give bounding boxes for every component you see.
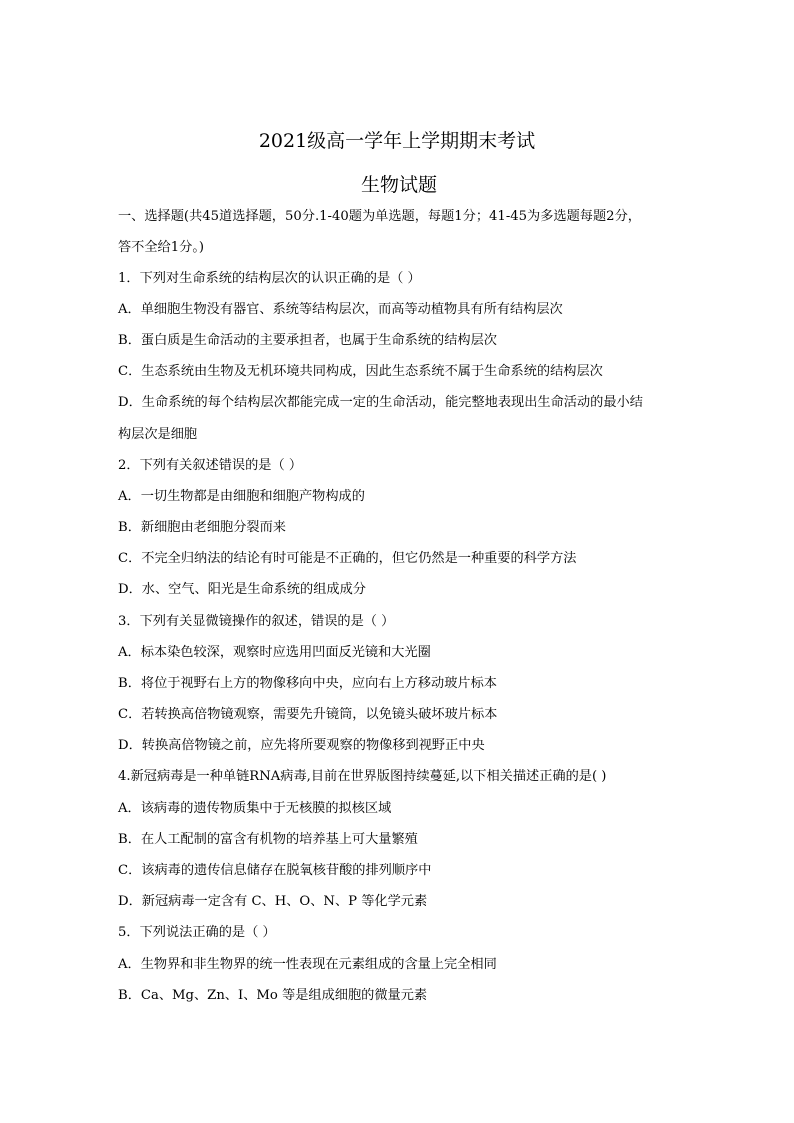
section-heading: 一、选择题(共45道选择题，50分.1-40题为单选题，每题1分；41-45为多选题每题2分， (118, 209, 641, 224)
question-stem: 5．下列说法正确的是（ ） (118, 925, 276, 940)
exam-title: 2021级高一学年上学期期末考试 (258, 130, 536, 152)
option-a: A．标本染色较深，观察时应选用凹面反光镜和大光圈 (118, 645, 431, 660)
option-c: C．生态系统由生物及无机环境共同构成，因此生态系统不属于生命系统的结构层次 (118, 364, 603, 379)
question-stem: 3．下列有关显微镜操作的叙述，错误的是（ ） (118, 614, 395, 629)
option-a: A．生物界和非生物界的统一性表现在元素组成的含量上完全相同 (118, 957, 497, 972)
option-a: A．单细胞生物没有器官、系统等结构层次，而高等动植物具有所有结构层次 (118, 302, 563, 317)
option-d-continued: 构层次是细胞 (118, 427, 198, 442)
option-a: A．一切生物都是由细胞和细胞产物构成的 (118, 489, 365, 504)
option-b: B．将位于视野右上方的物像移向中央，应向右上方移动玻片标本 (118, 676, 497, 691)
section-heading-continued: 答不全给1分。) (118, 240, 205, 255)
option-b: B．Ca、Mg、Zn、I、Mo 等是组成细胞的微量元素 (118, 988, 428, 1003)
question-stem: 2．下列有关叙述错误的是（ ） (118, 458, 303, 473)
option-b: B．在人工配制的富含有机物的培养基上可大量繁殖 (118, 832, 418, 847)
option-d: D．新冠病毒一定含有 C、H、O、N、P 等化学元素 (118, 894, 428, 909)
exam-subtitle: 生物试题 (360, 174, 437, 196)
option-c: C．不完全归纳法的结论有时可能是不正确的，但它仍然是一种重要的科学方法 (118, 551, 577, 566)
option-d: D．生命系统的每个结构层次都能完成一定的生命活动，能完整地表现出生命活动的最小结 (118, 395, 643, 410)
question-stem: 4.新冠病毒是一种单链RNA病毒,目前在世界版图持续蔓延,以下相关描述正确的是( ) (118, 769, 607, 784)
option-d: D．水、空气、阳光是生命系统的组成成分 (118, 582, 366, 597)
option-c: C．若转换高倍物镜观察，需要先升镜筒，以免镜头破坏玻片标本 (118, 707, 498, 722)
option-b: B．蛋白质是生命活动的主要承担者，也属于生命系统的结构层次 (118, 333, 497, 348)
option-c: C．该病毒的遗传信息储存在脱氧核苷酸的排列顺序中 (118, 863, 432, 878)
question-stem: 1．下列对生命系统的结构层次的认识正确的是（ ） (118, 271, 421, 286)
option-b: B．新细胞由老细胞分裂而来 (118, 520, 286, 535)
option-a: A．该病毒的遗传物质集中于无核膜的拟核区域 (118, 801, 392, 816)
option-d: D．转换高倍物镜之前，应先将所要观察的物像移到视野正中央 (118, 738, 485, 753)
